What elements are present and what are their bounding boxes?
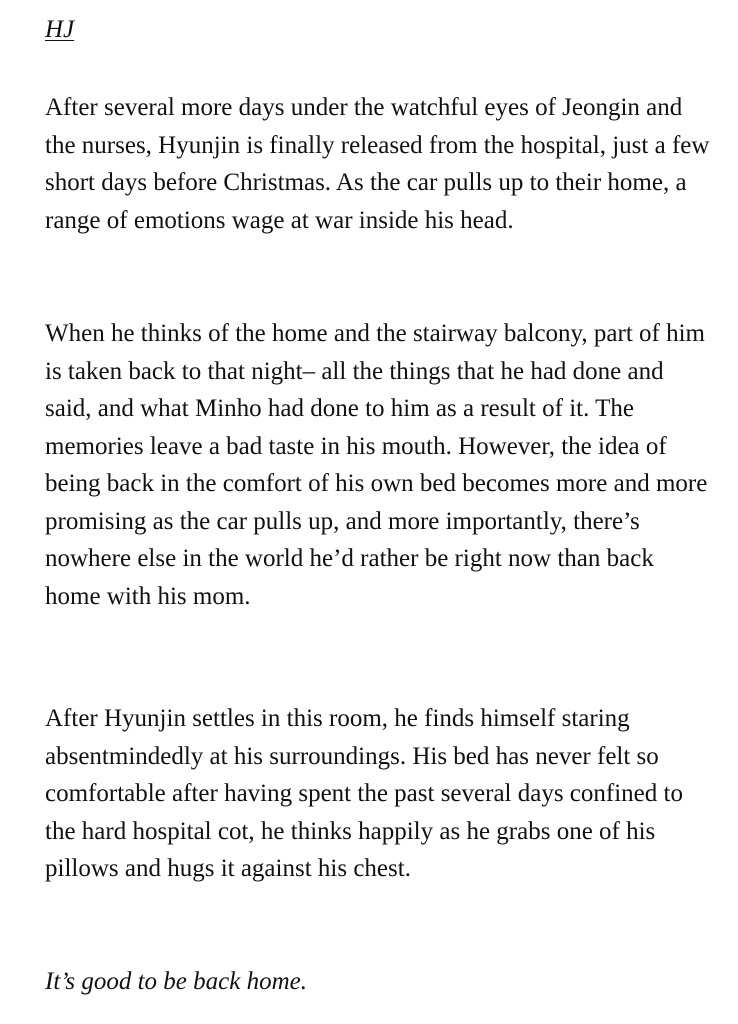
paragraph-2: When he thinks of the home and the stairway balcony, part of him is taken back to that night– all the things that he had done and said, and what Minho had done to him as a result of it. The memories leave a bad taste in his mouth. However, the idea of being back in the comfort of his own bed becomes more and more promising as the car pulls up, and more importantly, there’s nowhere else in the world he’d rather be right now than back home with his mom. <box>45 320 708 610</box>
section-heading: HJ <box>45 16 75 43</box>
closing-line: It’s good to be back home. <box>45 968 307 995</box>
paragraph-1: After several more days under the watchful eyes of Jeongin and the nurses, Hyunjin is finally released from the hospital, just a few short days before Christmas. As the car pulls up to their home, a range of emotions wage at war inside his head. <box>45 94 710 234</box>
paragraph-3: After Hyunjin settles in this room, he finds himself staring absentmindedly at his surroundings. His bed has never felt so comfortable after having spent the past several days confined to the hard hospital cot, he thinks happily as he grabs one of his pillows and hugs it against his chest. <box>45 705 683 882</box>
